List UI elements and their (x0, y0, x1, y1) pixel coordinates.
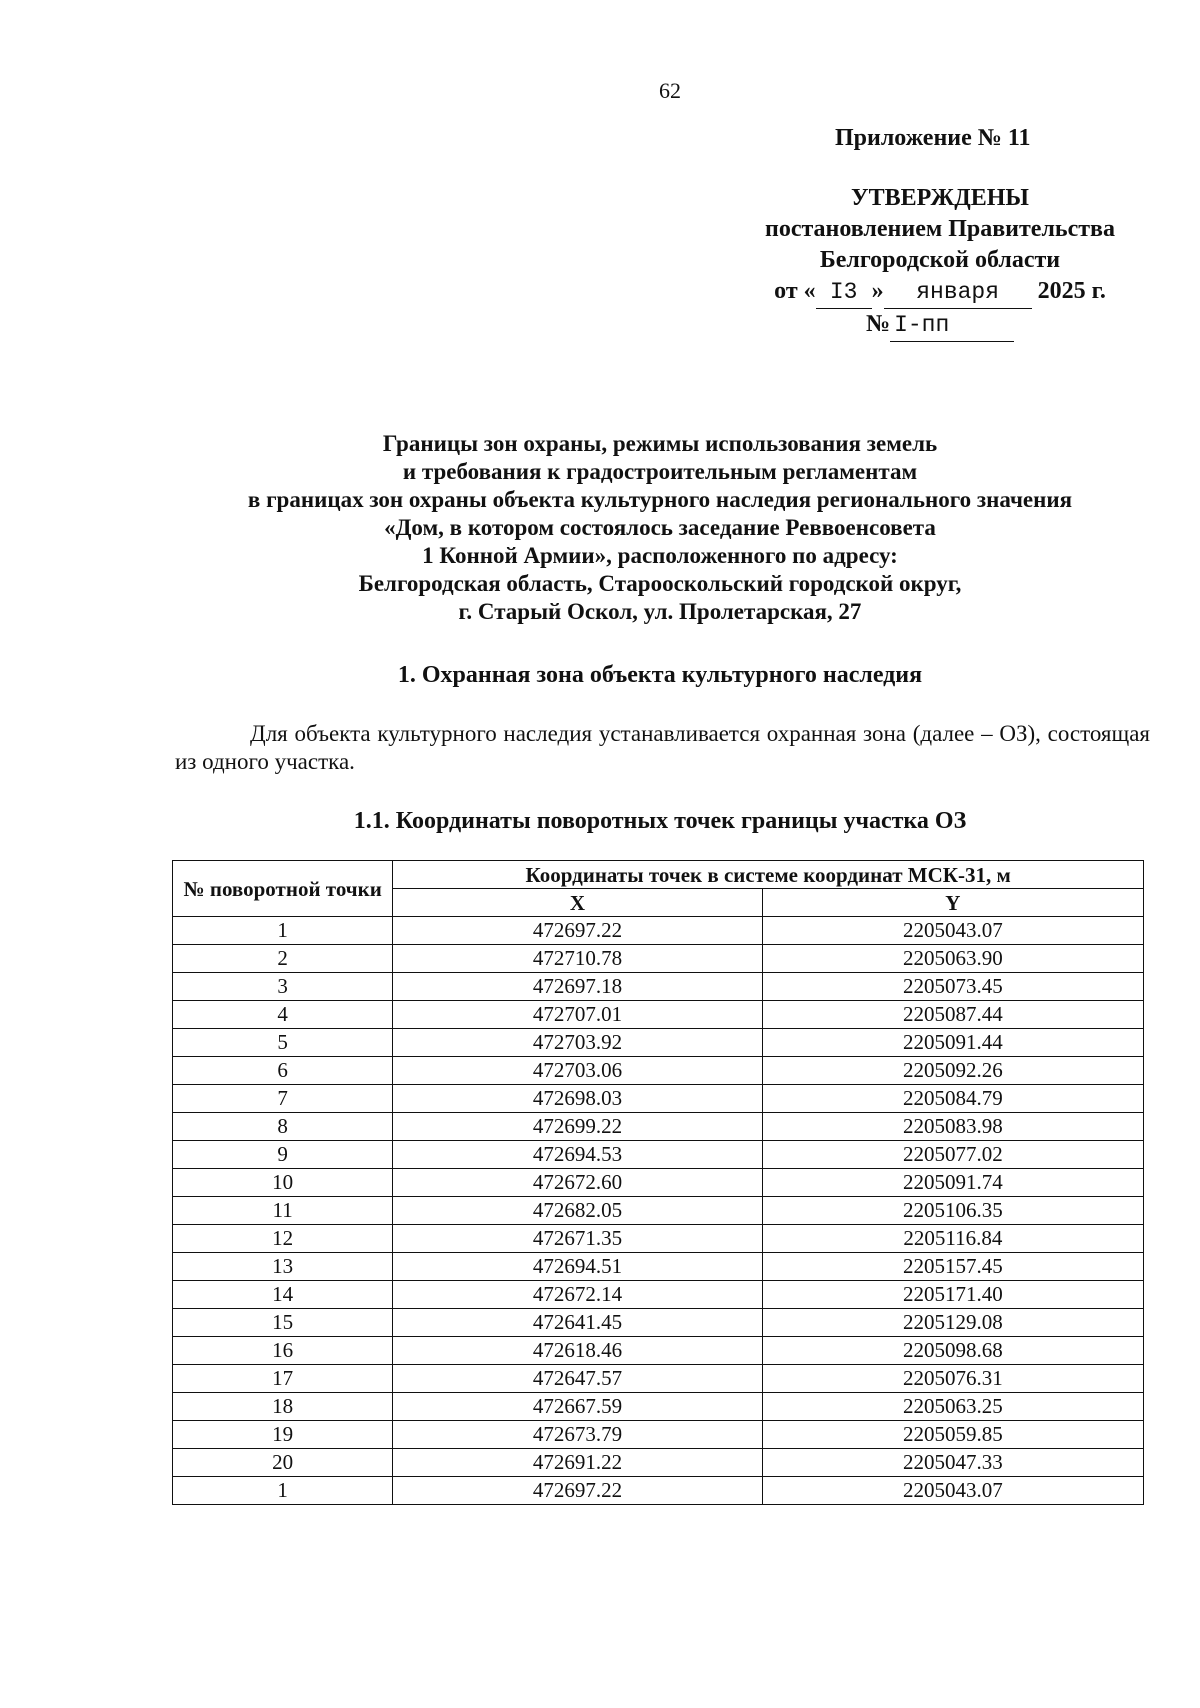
table-row (173, 1449, 1144, 1477)
cell-x: 472710.78 (393, 945, 762, 973)
cell-point-number: 5 (173, 1029, 393, 1057)
cell-y: 2205106.35 (762, 1197, 1143, 1225)
cell-point-number: 7 (173, 1085, 393, 1113)
cell-point-number: 15 (173, 1309, 393, 1337)
cell-point-number: 1 (173, 917, 393, 945)
approval-block (740, 183, 1140, 342)
cell-point-number: 12 (173, 1225, 393, 1253)
cell-point-number: 19 (173, 1421, 393, 1449)
cell-y: 2205098.68 (762, 1337, 1143, 1365)
coordinates-table (172, 860, 1144, 1505)
table-row (173, 1085, 1144, 1113)
cell-point-number: 11 (173, 1197, 393, 1225)
table-row (173, 1197, 1144, 1225)
cell-x: 472698.03 (393, 1085, 762, 1113)
date-prefix: от « (774, 278, 816, 304)
table-header-row (173, 861, 1144, 889)
section-heading: 1. Охранная зона объекта культурного наследия (397, 662, 923, 688)
cell-x: 472667.59 (393, 1393, 762, 1421)
document-number: I-пп (890, 310, 1014, 342)
number-prefix: № (865, 311, 891, 337)
cell-y: 2205047.33 (762, 1449, 1143, 1477)
cell-x: 472697.22 (393, 917, 762, 945)
header-y: Y (762, 889, 1143, 917)
cell-y: 2205087.44 (762, 1001, 1143, 1029)
cell-x: 472682.05 (393, 1197, 762, 1225)
cell-y: 2205157.45 (762, 1253, 1143, 1281)
cell-y: 2205077.02 (762, 1141, 1143, 1169)
table-row (173, 1057, 1144, 1085)
cell-y: 2205059.85 (762, 1421, 1143, 1449)
cell-x: 472694.51 (393, 1253, 762, 1281)
cell-y: 2205063.90 (762, 945, 1143, 973)
cell-x: 472697.18 (393, 973, 762, 1001)
date-month: января (884, 277, 1032, 309)
cell-x: 472703.92 (393, 1029, 762, 1057)
date-year: 2025 г. (1037, 278, 1106, 304)
cell-y: 2205073.45 (762, 973, 1143, 1001)
subsection-heading: 1.1. Координаты поворотных точек границы участка ОЗ (353, 808, 967, 834)
table-row (173, 973, 1144, 1001)
table-row (173, 1477, 1144, 1505)
table-row (173, 1337, 1144, 1365)
title-line: в границах зон охраны объекта культурного наследия регионального значения (247, 487, 1073, 512)
table-row (173, 917, 1144, 945)
cell-x: 472697.22 (393, 1477, 762, 1505)
table-row (173, 1141, 1144, 1169)
table-row (173, 1281, 1144, 1309)
cell-y: 2205116.84 (762, 1225, 1143, 1253)
cell-y: 2205091.74 (762, 1169, 1143, 1197)
cell-y: 2205076.31 (762, 1365, 1143, 1393)
header-coordinates: Координаты точек в системе координат МСК-31, м (393, 861, 1144, 889)
table-row (173, 1113, 1144, 1141)
cell-point-number: 2 (173, 945, 393, 973)
table-row (173, 1029, 1144, 1057)
approval-date-line (740, 276, 1140, 309)
table-row (173, 1393, 1144, 1421)
appendix-label: Приложение № 11 (835, 125, 1031, 151)
title-line: «Дом, в котором состоялось заседание Реввоенсовета (384, 515, 936, 540)
title-line: 1 Конной Армии», расположенного по адресу: (422, 543, 898, 568)
approval-line-region: Белгородской области (819, 247, 1061, 273)
cell-y: 2205091.44 (762, 1029, 1143, 1057)
document-title (150, 430, 1170, 626)
cell-point-number: 6 (173, 1057, 393, 1085)
cell-y: 2205063.25 (762, 1393, 1143, 1421)
title-line: и требования к градостроительным регламентам (402, 459, 918, 484)
body-paragraph: Для объекта культурного наследия устанавливается охранная зона (далее – ОЗ), состоящая из одного участка. (175, 721, 1150, 774)
cell-x: 472673.79 (393, 1421, 762, 1449)
cell-y: 2205084.79 (762, 1085, 1143, 1113)
header-x: X (393, 889, 762, 917)
header-point-number: № поворотной точки (173, 861, 393, 917)
page-number: 62 (659, 78, 681, 103)
cell-x: 472699.22 (393, 1113, 762, 1141)
approval-heading: УТВЕРЖДЕНЫ (851, 185, 1029, 211)
cell-point-number: 1 (173, 1477, 393, 1505)
approval-line-government: постановлением Правительства (764, 216, 1115, 242)
date-mid: » (871, 278, 884, 304)
title-line: Белгородская область, Старооскольский городской округ, (358, 571, 962, 596)
table-row (173, 1421, 1144, 1449)
cell-point-number: 16 (173, 1337, 393, 1365)
cell-y: 2205043.07 (762, 917, 1143, 945)
cell-y: 2205129.08 (762, 1309, 1143, 1337)
cell-x: 472707.01 (393, 1001, 762, 1029)
title-line: Границы зон охраны, режимы использования земель (382, 431, 938, 456)
cell-x: 472641.45 (393, 1309, 762, 1337)
cell-point-number: 8 (173, 1113, 393, 1141)
cell-point-number: 13 (173, 1253, 393, 1281)
cell-x: 472671.35 (393, 1225, 762, 1253)
table-row (173, 1253, 1144, 1281)
cell-x: 472672.60 (393, 1169, 762, 1197)
table-row (173, 1225, 1144, 1253)
cell-y: 2205043.07 (762, 1477, 1143, 1505)
cell-point-number: 4 (173, 1001, 393, 1029)
cell-y: 2205171.40 (762, 1281, 1143, 1309)
table-row (173, 1001, 1144, 1029)
table-row (173, 1169, 1144, 1197)
cell-point-number: 3 (173, 973, 393, 1001)
cell-x: 472672.14 (393, 1281, 762, 1309)
cell-point-number: 14 (173, 1281, 393, 1309)
cell-point-number: 20 (173, 1449, 393, 1477)
table-row (173, 1309, 1144, 1337)
table-row (173, 1365, 1144, 1393)
date-day: I3 (816, 277, 872, 309)
title-line: г. Старый Оскол, ул. Пролетарская, 27 (458, 599, 862, 624)
cell-y: 2205083.98 (762, 1113, 1143, 1141)
cell-x: 472703.06 (393, 1057, 762, 1085)
table-body (173, 917, 1144, 1505)
cell-point-number: 18 (173, 1393, 393, 1421)
cell-y: 2205092.26 (762, 1057, 1143, 1085)
cell-point-number: 17 (173, 1365, 393, 1393)
cell-x: 472618.46 (393, 1337, 762, 1365)
cell-point-number: 10 (173, 1169, 393, 1197)
cell-x: 472647.57 (393, 1365, 762, 1393)
table-row (173, 945, 1144, 973)
cell-x: 472694.53 (393, 1141, 762, 1169)
approval-number-line (740, 309, 1140, 342)
cell-x: 472691.22 (393, 1449, 762, 1477)
cell-point-number: 9 (173, 1141, 393, 1169)
